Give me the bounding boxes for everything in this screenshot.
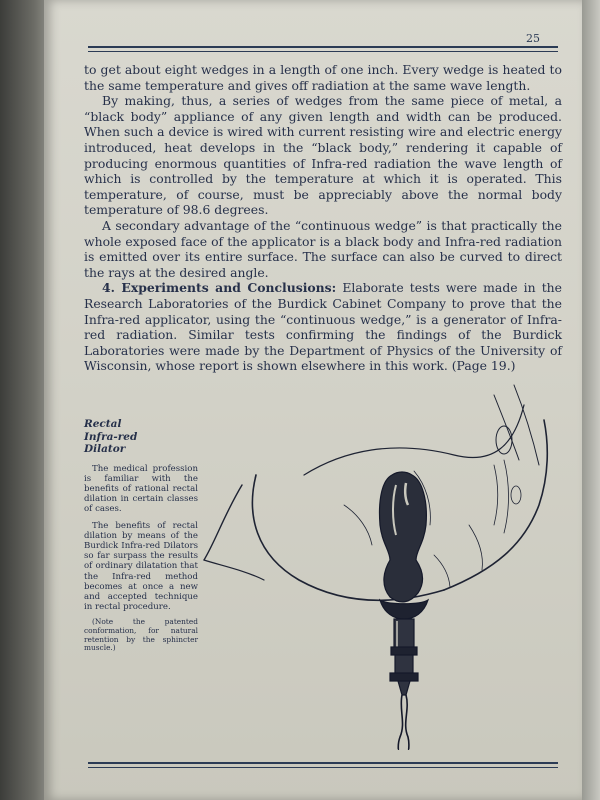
footer-rule-top: [88, 762, 558, 764]
paragraph-2-text: By making, thus, a series of wedges from the same piece of metal, a “black body” appliance of any given length and width can be produced. When such a device is wired with current resisting wire and electric energy introduced, heat develops in the “black body,” rendering it capable of producing enormous quantities of Infra-red radiation the wave length of which is controlled by the temperature at which it is operated. This temperature, of course, must be appreciably above the normal body temperature of 98.6 degrees.: [84, 93, 562, 218]
body-text: [84, 62, 562, 374]
backdrop-left: [0, 0, 48, 800]
book-page: [44, 0, 582, 800]
sidebar-caption: [84, 418, 198, 659]
paragraph-4: [84, 280, 562, 374]
caption-paragraph-2: The benefits of rectal dilation by means of the Burdick Infra-red Dilators so far surpass the results of ordinary dilatation that the Infra-red method becomes at once a new and accepted technique in rectal procedure.: [84, 520, 198, 613]
caption-note: (Note the patented conformation, for natural retention by the sphincter muscle.): [84, 617, 198, 653]
caption-title-line-3: Dilator: [84, 443, 126, 455]
paragraph-3: [84, 218, 562, 280]
caption-title-line-1: Rectal: [84, 418, 122, 430]
header-rule-bottom: [88, 51, 558, 52]
paragraph-3-text: A secondary advantage of the “continuous wedge” is that practically the whole exposed face of the applicator is a black body and Infra-red radiation is emitted over its entire surface. The surface can also be curved to direct the rays at the desired angle.: [84, 217, 562, 280]
page-number: 25: [526, 32, 540, 45]
section-heading: 4. Experiments and Conclusions:: [102, 280, 337, 296]
header-rule-top: [88, 46, 558, 48]
caption-paragraph-1: The medical profession is familiar with the benefits of rational rectal dilation in certain classes of cases.: [84, 463, 198, 515]
rectal-dilator-illustration: [194, 365, 554, 750]
paragraph-1: [84, 62, 562, 93]
dilator-device: [380, 472, 429, 750]
caption-title: [84, 418, 198, 456]
paragraph-4-text: Elaborate tests were made in the Research Laboratories of the Burdick Cabinet Company to prove that the Infra-red applicator, using the “continuous wedge,” is a generator of Infra-red radiation. Similar tests confirming the findings of the Burdick Laboratories were made by the Department of Physics of the University of Wisconsin, whose report is shown elsewhere in this work. (Page 19.): [84, 280, 562, 374]
caption-title-line-2: Infra-red: [84, 430, 138, 443]
footer-rule-bottom: [88, 767, 558, 768]
paragraph-1-text: to get about eight wedges in a length of one inch. Every wedge is heated to the same temperature and gives off radiation at the same wave length.: [84, 62, 562, 93]
paragraph-2: [84, 93, 562, 218]
